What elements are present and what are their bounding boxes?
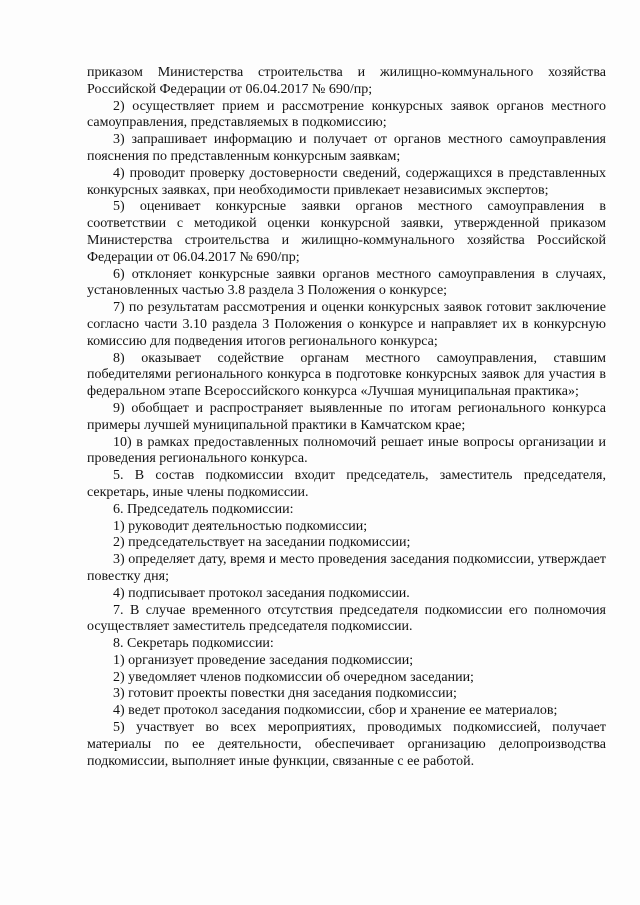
secretary-item-5: 5) участвует во всех мероприятиях, проводимых подкомиссией, получает материалы по ее деятельности, обеспечивает организацию делопроизводства подкомиссии, выполняет иные функции, связанные с ее работой. xyxy=(87,720,606,769)
list-item-7: 7) по результатам рассмотрения и оценки конкурсных заявок готовит заключение согласно части 3.10 раздела 3 Положения о конкурсе и направляет их в конкурсную комиссию для подведения итогов регионального конкурса; xyxy=(87,300,606,349)
list-item-3: 3) запрашивает информацию и получает от органов местного самоуправления пояснения по представленным конкурсным заявкам; xyxy=(87,132,606,164)
list-item-10: 10) в рамках предоставленных полномочий решает иные вопросы организации и проведения регионального конкурса. xyxy=(87,434,606,467)
section-8-heading: 8. Секретарь подкомиссии: xyxy=(113,636,274,652)
chair-item-3: 3) определяет дату, время и место проведения заседания подкомиссии, утверждает повестку дня; xyxy=(87,552,606,584)
paragraph-continuation: приказом Министерства строительства и жилищно-коммунального хозяйства Российской Федерации от 06.04.2017 № 690/пр; xyxy=(87,65,606,97)
list-item-6: 6) отклоняет конкурсные заявки органов местного самоуправления в случаях, установленных частью 3.8 раздела 3 Положения о конкурсе; xyxy=(87,266,606,299)
chair-item-1: 1) руководит деятельностью подкомиссии; xyxy=(113,518,368,534)
secretary-item-3: 3) готовит проекты повестки дня заседания подкомиссии; xyxy=(113,686,457,702)
list-item-2: 2) осуществляет прием и рассмотрение конкурсных заявок органов местного самоуправления, представляемых в подкомиссию; xyxy=(87,98,606,131)
list-item-9: 9) обобщает и распространяет выявленные по итогам регионального конкурса примеры лучшей муниципальной практики в Камчатском крае; xyxy=(87,400,606,433)
section-7-paragraph: 7. В случае временного отсутствия председателя подкомиссии его полномочия осуществляет заместитель председателя подкомиссии. xyxy=(87,602,606,635)
secretary-item-2: 2) уведомляет членов подкомиссии об очередном заседании; xyxy=(113,669,474,685)
list-item-8: 8) оказывает содействие органам местного самоуправления, ставшим победителями регионального конкурса в подготовке конкурсных заявок для участия в федеральном этапе Всероссийского конкурса «Лучшая муниципальная практика»; xyxy=(87,350,606,400)
list-item-5: 5) оценивает конкурсные заявки органов местного самоуправления в соответствии с методикой оценки конкурсной заявки, утвержденной приказом Министерства строительства и жилищно-коммунального хозяйства Российской Федерации от 06.04.2017 № 690/пр; xyxy=(87,199,606,265)
document-body xyxy=(87,65,606,770)
secretary-item-4: 4) ведет протокол заседания подкомиссии, сбор и хранение ее материалов; xyxy=(113,703,558,719)
chair-item-4: 4) подписывает протокол заседания подкомиссии. xyxy=(113,585,410,601)
secretary-item-1: 1) организует проведение заседания подкомиссии; xyxy=(113,652,414,668)
list-item-4: 4) проводит проверку достоверности сведений, содержащихся в представленных конкурсных заявках, при необходимости привлекает независимых экспертов; xyxy=(87,165,606,198)
chair-item-2: 2) председательствует на заседании подкомиссии; xyxy=(113,535,411,551)
section-6-heading: 6. Председатель подкомиссии: xyxy=(113,501,294,517)
section-5-paragraph: 5. В состав подкомиссии входит председатель, заместитель председателя, секретарь, иные члены подкомиссии. xyxy=(87,468,606,500)
